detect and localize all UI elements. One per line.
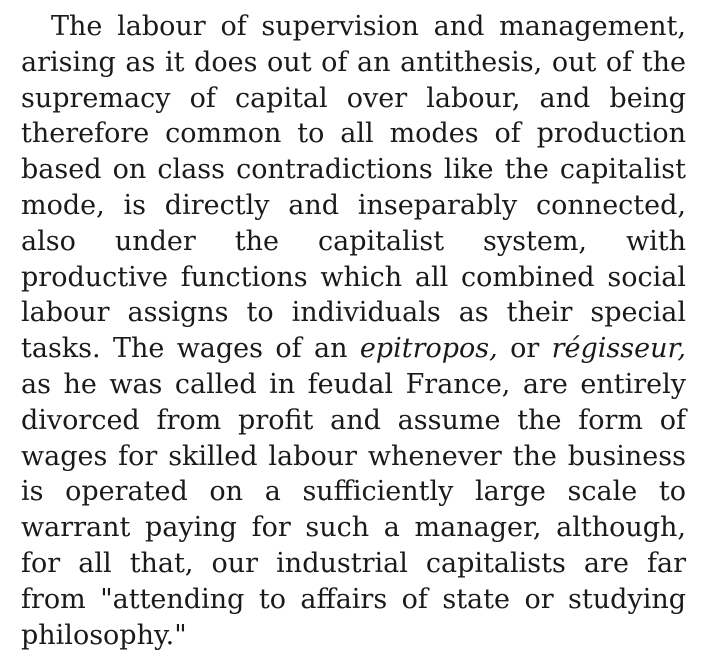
- italic-term-epitropos: epitropos,: [359, 333, 498, 365]
- paragraph-text-part-1: The labour of supervision and management, arising as it does out of an antithesis, out of the supremacy of capital over labour, and being therefore common to all modes of production based on class contradictions like the capitalist mode, is directly and inseparably connected, also under the capitalist system, with productive functions which all combined social labour assigns to individuals as their special tasks. The wages of an: [21, 11, 686, 365]
- body-paragraph: [21, 9, 686, 653]
- paragraph-text-part-2: or: [497, 333, 552, 365]
- italic-term-regisseur: régisseur,: [551, 333, 687, 365]
- paragraph-text-part-3: as he was called in feudal France, are entirely divorced from profit and assume the form of wages for skilled labour whenever the business is operated on a sufficiently large scale to warrant paying for such a manager, although, for all that, our industrial capitalists are far from "attending to affairs of state or studying philosophy.": [21, 368, 686, 651]
